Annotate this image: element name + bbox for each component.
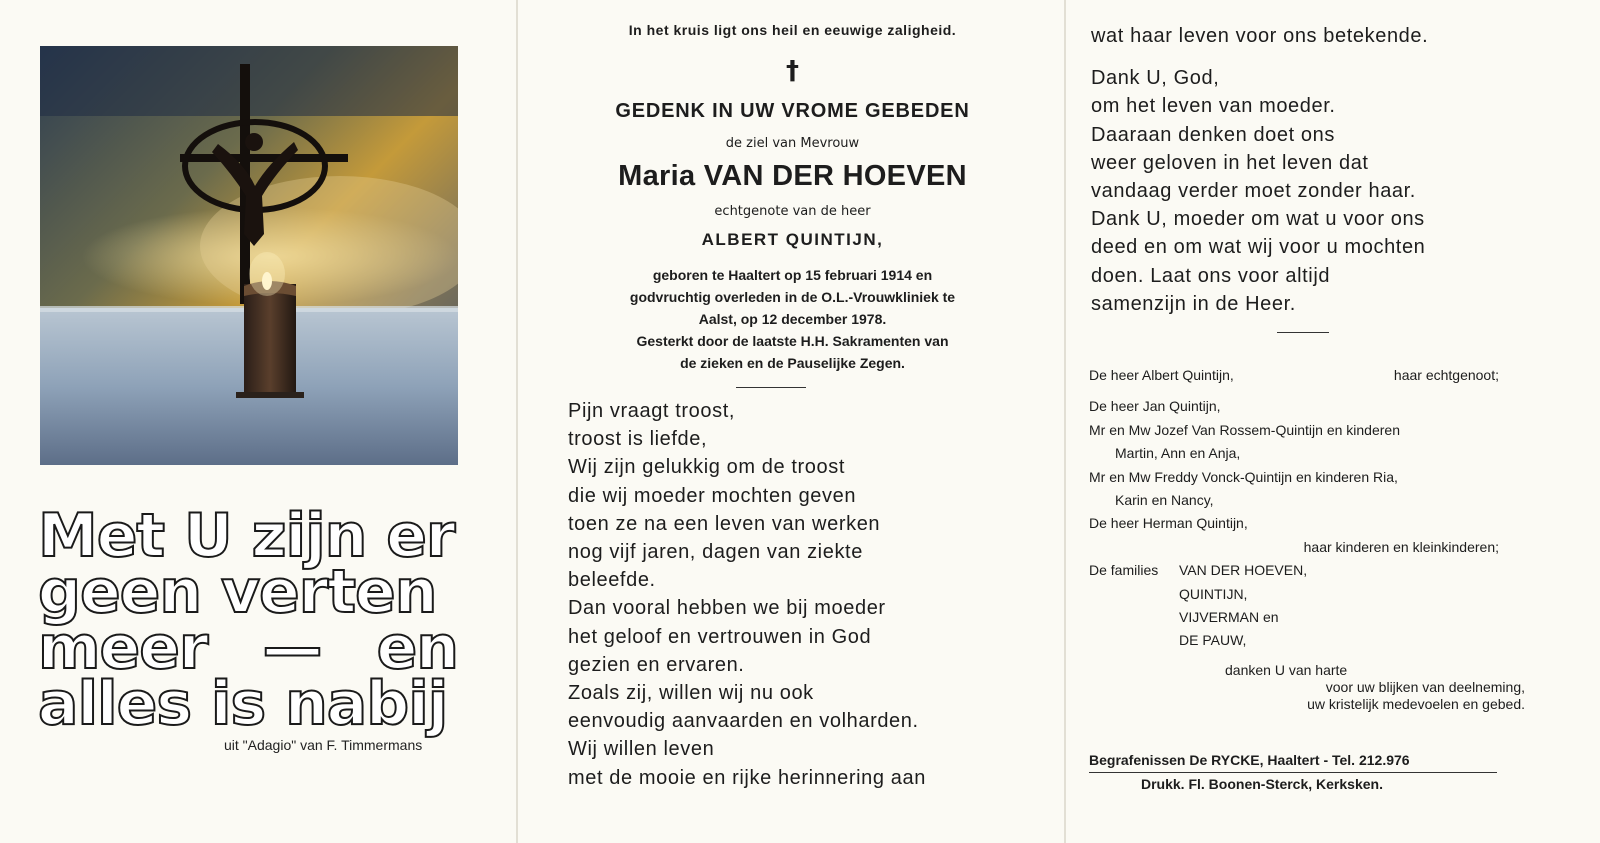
poem-part-two — [1091, 22, 1428, 318]
bio-line: godvruchtig overleden in de O.L.-Vrouwkliniek te — [629, 289, 956, 305]
poem-line: doen. Laat ons voor altijd — [1091, 264, 1331, 287]
card-front-panel — [0, 0, 520, 843]
spouse-intro: echtgenote van de heer — [714, 204, 871, 219]
bio-line: geboren te Haaltert op 15 februari 1914 en — [652, 267, 933, 283]
poem-part-one — [568, 397, 926, 792]
poem-line: om het leven van moeder. — [1091, 95, 1336, 118]
child-entry: Mr en Mw Freddy Vonck-Quintijn en kinderen Ria, — [1089, 468, 1398, 485]
undertaker-info: Begrafenissen De RYCKE, Haaltert - Tel. 212.976 — [1089, 752, 1410, 768]
poem-line: gezien en ervaren. — [568, 653, 745, 676]
family-entry: VIJVERMAN en — [1179, 609, 1279, 626]
family-entry: DE PAUW, — [1179, 632, 1247, 649]
child-entry: De heer Jan Quintijn, — [1089, 398, 1221, 415]
poem-line: toen ze na een leven van werken — [568, 512, 881, 535]
biography — [520, 264, 1065, 374]
quote-line: Met U zijn er — [38, 501, 455, 571]
bio-line: Aalst, op 12 december 1978. — [698, 311, 887, 327]
families-label: De families — [1089, 562, 1159, 579]
quote-line: alles is nabij — [38, 669, 448, 739]
families-row — [1089, 559, 1509, 582]
poem-line: troost is liefde, — [568, 428, 708, 451]
divider-rule — [736, 387, 806, 388]
cross-icon: † — [786, 56, 799, 86]
crucifix-candle-image — [40, 46, 458, 465]
quote-attribution: uit "Adagio" van F. Timmermans — [224, 737, 423, 753]
husband-row — [1089, 364, 1499, 387]
poem-line: die wij moeder mochten geven — [568, 484, 857, 507]
fold-divider — [516, 0, 518, 843]
mourners-list — [1089, 364, 1509, 653]
poem-line: Daaraan denken doet ons — [1091, 123, 1335, 146]
poem-line: Wij zijn gelukkig om de troost — [568, 456, 845, 479]
memorial-heading: GEDENK IN UW VROME GEBEDEN — [615, 100, 970, 122]
poem-line: wat haar leven voor ons betekende. — [1091, 25, 1429, 47]
poem-line: samenzijn in de Heer. — [1091, 292, 1296, 315]
crucifix-candle-photo — [40, 46, 458, 465]
poem-line: met de mooie en rijke herinnering aan — [568, 766, 926, 789]
quote-line: en — [376, 613, 458, 683]
poem-line: beleefde. — [568, 569, 656, 592]
grandchildren-entry: Karin en Nancy, — [1115, 492, 1214, 509]
children-role: haar kinderen en kleinkinderen; — [1303, 538, 1499, 555]
poem-line: eenvoudig aanvaarden en volharden. — [568, 710, 919, 733]
intro-text: de ziel van Mevrouw — [725, 136, 860, 151]
husband-name: De heer Albert Quintijn, — [1089, 367, 1234, 383]
poem-line: deed en om wat wij voor u mochten — [1091, 236, 1426, 259]
thanks-line: danken U van harte — [1225, 662, 1348, 678]
quote-line: — — [262, 613, 322, 683]
poem-line: Dank U, moeder om wat u voor ons — [1091, 208, 1425, 231]
family-entry: QUINTIJN, — [1179, 585, 1248, 602]
outlined-quote — [38, 501, 478, 739]
thanks-line: uw kristelijk medevoelen en gebed. — [1307, 696, 1525, 712]
divider-rule — [1277, 332, 1329, 333]
poem-line: Dan vooral hebben we bij moeder — [568, 597, 886, 620]
underline-rule — [1089, 772, 1497, 773]
poem-line: Dank U, God, — [1091, 67, 1220, 90]
bio-line: de zieken en de Pauselijke Zegen. — [680, 355, 905, 371]
poem-line: weer geloven in het leven dat — [1091, 151, 1369, 174]
card-right-panel — [1065, 0, 1600, 843]
bio-line: Gesterkt door de laatste H.H. Sakramenten van — [636, 333, 949, 349]
deceased-name: Maria VAN DER HOEVEN — [618, 160, 967, 192]
thanks-line: voor uw blijken van deelneming, — [1325, 679, 1525, 695]
child-entry: Mr en Mw Jozef Van Rossem-Quintijn en kinderen — [1089, 421, 1400, 438]
child-entry: De heer Herman Quintijn, — [1089, 515, 1248, 532]
printer-info: Drukk. Fl. Boonen-Sterck, Kerksken. — [1141, 776, 1383, 792]
spouse-name: ALBERT QUINTIJN, — [701, 230, 884, 249]
quote-line: geen verten — [38, 557, 437, 627]
poem-line: Zoals zij, willen wij nu ook — [568, 682, 814, 705]
poem-line: vandaag verder moet zonder haar. — [1091, 180, 1416, 203]
card-middle-panel — [520, 0, 1065, 843]
poem-line: Wij willen leven — [568, 738, 715, 761]
poem-line: Pijn vraagt troost, — [568, 400, 736, 422]
motto: In het kruis ligt ons heil en eeuwige zaligheid. — [628, 22, 957, 38]
thanks-text — [1225, 662, 1525, 713]
husband-role: haar echtgenoot; — [1393, 367, 1499, 383]
quote-line-group — [38, 613, 458, 683]
grandchildren-entry: Martin, Ann en Anja, — [1115, 445, 1241, 462]
quote-line: meer — [38, 613, 208, 683]
poem-line: het geloof en vertrouwen in God — [568, 625, 872, 648]
poem-line: nog vijf jaren, dagen van ziekte — [568, 541, 863, 564]
family-entry: VAN DER HOEVEN, — [1179, 562, 1308, 579]
